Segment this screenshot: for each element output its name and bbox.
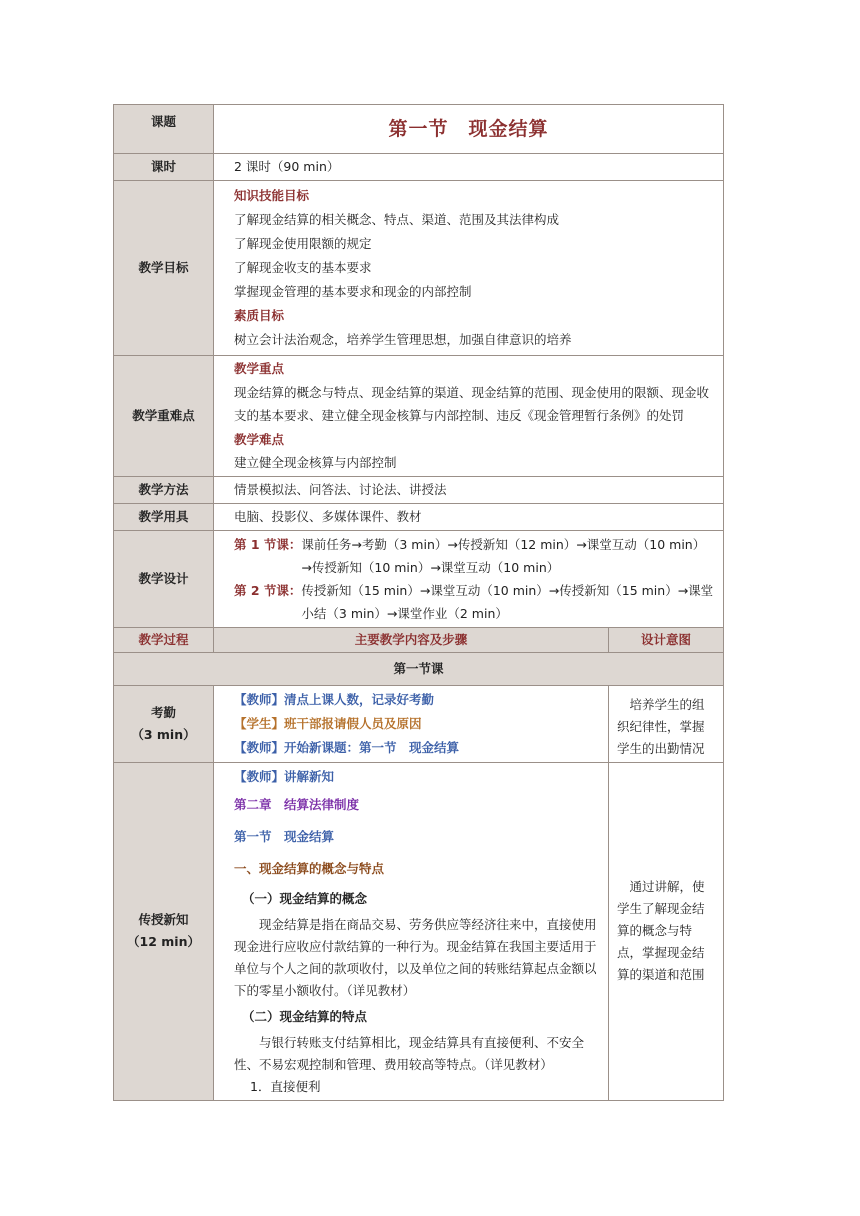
hours-label: 课时 [114, 154, 214, 181]
newknowledge-para2: 与银行转账支付结算相比，现金结算具有直接便利、不安全性、不易宏观控制和管理、费用较高等特点。（详见教材） [234, 1034, 585, 1072]
newknowledge-content [214, 762, 609, 1100]
attendance-content [214, 685, 609, 762]
process-header-row [114, 627, 724, 652]
lesson-plan-page [113, 104, 723, 1101]
knowledge-item: 了解现金收支的基本要求 [234, 260, 372, 275]
keypoints-content [214, 356, 724, 477]
objectives-content [214, 181, 724, 356]
topic-label: 课题 [114, 105, 214, 154]
newknowledge-item1: 1．直接便利 [250, 1078, 321, 1094]
newknowledge-teacher: 【教师】讲解新知 [234, 768, 335, 784]
lesson1-line1: 课前任务→考勤（3 min）→传授新知（12 min）→课堂互动（10 min） [301, 536, 706, 552]
attendance-intent: 培养学生的组织纪律性，掌握学生的出勤情况 [609, 685, 724, 762]
section-title: 第一节课 [114, 652, 724, 685]
attendance-line2: 【学生】班干部报请假人员及原因 [234, 715, 422, 731]
topic-title: 第一节 现金结算 [214, 105, 724, 154]
attendance-label-cell [114, 685, 214, 762]
tools-row [114, 503, 724, 530]
design-row [114, 530, 724, 627]
objectives-label: 教学目标 [114, 181, 214, 356]
lesson-plan-table [113, 104, 724, 1101]
newknowledge-intent: 通过讲解，使学生了解现金结算的概念与特点，掌握现金结算的渠道和范围 [609, 762, 724, 1100]
lesson1 [234, 533, 717, 579]
newknowledge-para1: 现金结算是指在商品交易、劳务供应等经济往来中，直接使用现金进行应收应付款结算的一种行为。现金结算在我国主要适用于单位与个人之间的款项收付，以及单位之间的转账结算起点金额以下的零星小额收付。（详见教材） [234, 916, 597, 998]
hours-row [114, 154, 724, 181]
process-col1: 教学过程 [114, 627, 214, 652]
process-col2: 主要教学内容及步骤 [214, 627, 609, 652]
keypoints-row [114, 356, 724, 477]
tools-label: 教学用具 [114, 503, 214, 530]
methods-value: 情景模拟法、问答法、讨论法、讲授法 [214, 476, 724, 503]
design-label: 教学设计 [114, 530, 214, 627]
methods-label: 教学方法 [114, 476, 214, 503]
hours-value: 2 课时（90 min） [214, 154, 724, 181]
newknowledge-label-cell [114, 762, 214, 1100]
attendance-line3: 【教师】开始新课题：第一节 现金结算 [234, 739, 460, 755]
knowledge-item: 掌握现金管理的基本要求和现金的内部控制 [234, 284, 472, 299]
knowledge-item: 了解现金使用限额的规定 [234, 236, 372, 251]
newknowledge-topic1: 一、现金结算的概念与特点 [234, 860, 385, 876]
key-heading: 教学重点 [234, 361, 285, 376]
lesson2 [234, 579, 717, 625]
lesson2-key: 第 2 节课： [234, 582, 302, 598]
difficult-heading: 教学难点 [234, 431, 285, 447]
lesson2-text: 传授新知（15 min）→课堂互动（10 min）→传授新知（15 min）→课堂小结（3 min）→课堂作业（2 min） [301, 582, 714, 621]
newknowledge-sub2: （二）现金结算的特点 [242, 1008, 368, 1024]
newknowledge-label: 传授新知 [138, 912, 189, 927]
design-content [214, 530, 724, 627]
newknowledge-time: （12 min） [127, 934, 200, 949]
attendance-line1: 【教师】清点上课人数，记录好考勤 [234, 691, 435, 707]
difficult-text: 建立健全现金核算与内部控制 [234, 455, 397, 470]
newknowledge-section: 第一节 现金结算 [234, 828, 335, 844]
process-col3: 设计意图 [609, 627, 724, 652]
newknowledge-chapter: 第二章 结算法律制度 [234, 796, 360, 812]
keypoints-label: 教学重难点 [114, 356, 214, 477]
methods-row [114, 476, 724, 503]
section-row [114, 652, 724, 685]
key-text: 现金结算的概念与特点、现金结算的渠道、现金结算的范围、现金使用的限额、现金收支的基本要求、建立健全现金核算与内部控制、违反《现金管理暂行条例》的处罚 [234, 384, 710, 423]
knowledge-item: 了解现金结算的相关概念、特点、渠道、范围及其法律构成 [234, 212, 560, 227]
knowledge-heading: 知识技能目标 [234, 188, 310, 203]
attendance-time: （3 min） [131, 726, 196, 742]
newknowledge-row [114, 762, 724, 1100]
quality-item: 树立会计法治观念，培养学生管理思想，加强自律意识的培养 [234, 332, 572, 347]
newknowledge-sub1: （一）现金结算的概念 [242, 890, 368, 906]
quality-heading: 素质目标 [234, 308, 285, 323]
objectives-row [114, 181, 724, 356]
tools-value: 电脑、投影仪、多媒体课件、教材 [214, 503, 724, 530]
attendance-row [114, 685, 724, 762]
lesson1-line2: →传授新知（10 min）→课堂互动（10 min） [301, 559, 560, 575]
attendance-label: 考勤 [150, 704, 176, 720]
lesson1-key: 第 1 节课： [234, 536, 302, 552]
topic-row [114, 105, 724, 154]
